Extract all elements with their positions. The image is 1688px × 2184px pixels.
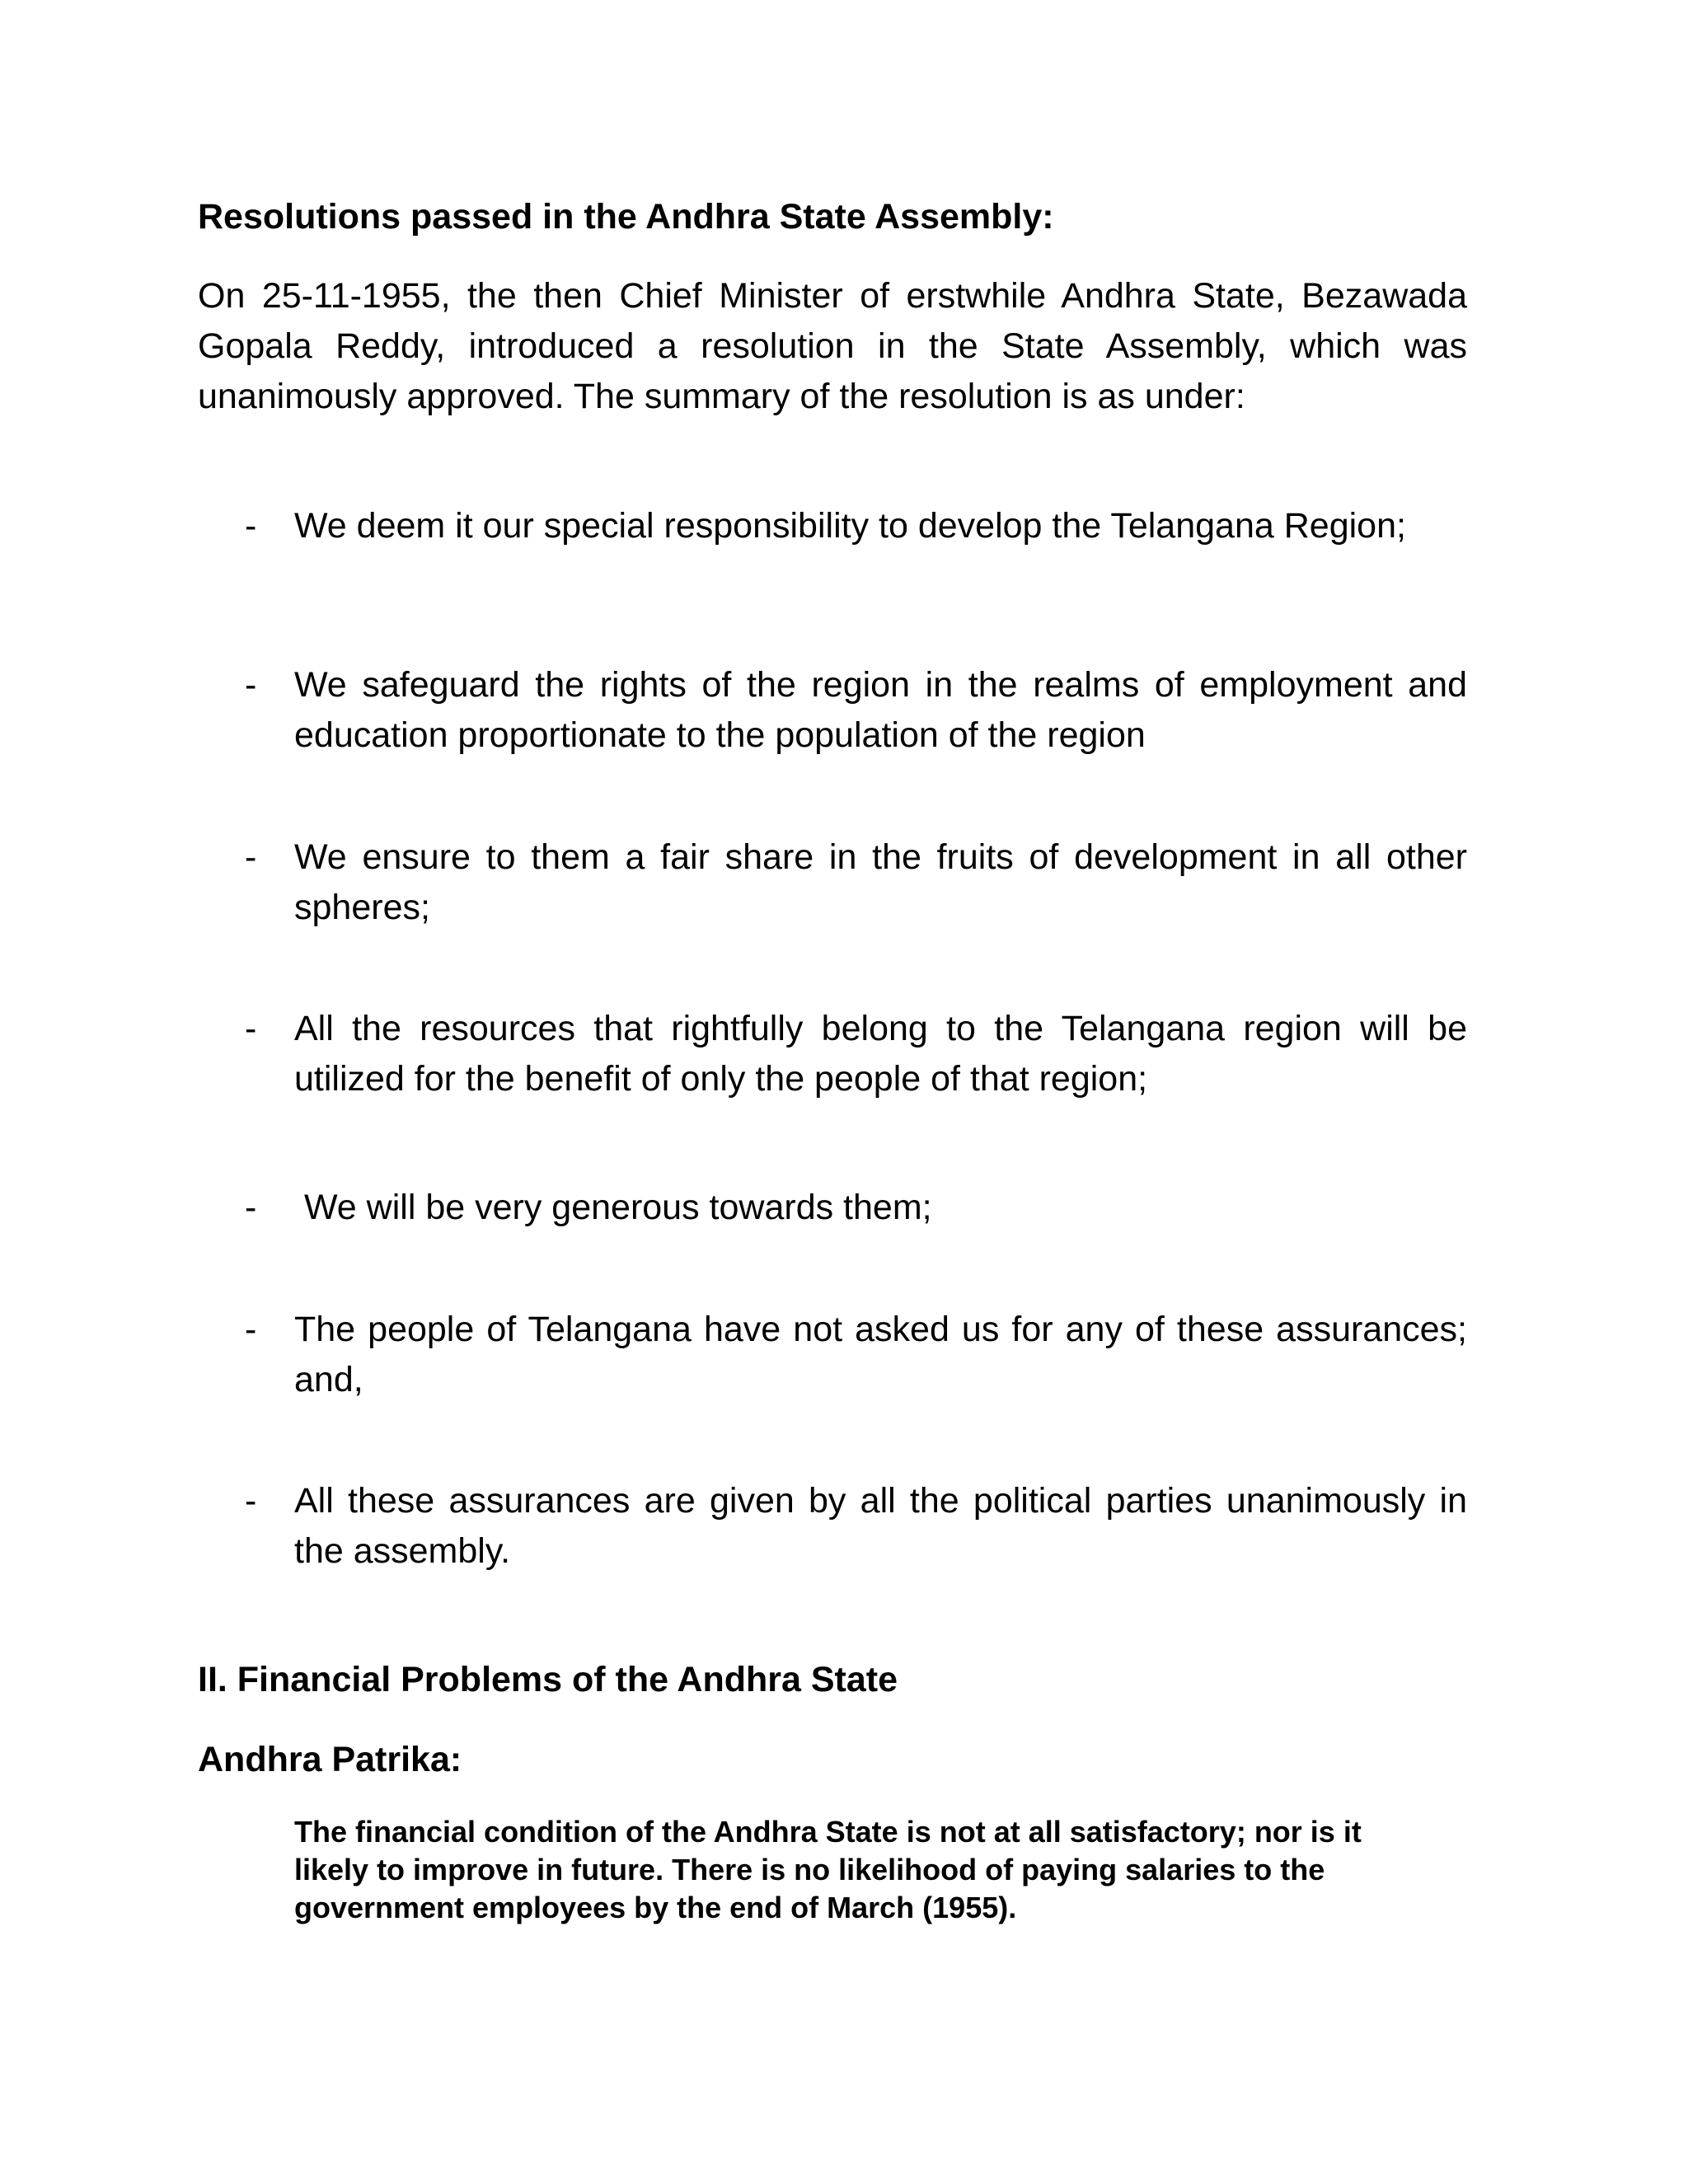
- intro-paragraph: On 25-11-1955, the then Chief Minister of erstwhile Andhra State, Bezawada Gopala Reddy, introduced a resolution in the State Assembly, which was unanimously approved. The summary of the resolution is as under:: [198, 276, 1467, 416]
- bullet-text: We ensure to them a fair share in the fruits of development in all other spheres;: [294, 837, 1467, 927]
- bullet-text: We will be very generous towards them;: [304, 1188, 932, 1227]
- bullet-marker: -: [245, 837, 257, 877]
- bullet-marker: -: [245, 1188, 257, 1227]
- source-heading: Andhra Patrika:: [198, 1740, 462, 1779]
- bullet-marker: -: [245, 665, 257, 705]
- bullet-text: All these assurances are given by all the political parties unanimously in the assembly.: [294, 1481, 1467, 1571]
- bullet-marker: -: [245, 1009, 257, 1048]
- bullet-marker: -: [245, 1310, 257, 1349]
- bullet-text: We deem it our special responsibility to develop the Telangana Region;: [294, 506, 1406, 546]
- bullet-text: The people of Telangana have not asked us for any of these assurances; and,: [294, 1310, 1467, 1399]
- bullet-text: We safeguard the rights of the region in the realms of employment and education proportionate to the population of the region: [294, 665, 1467, 755]
- resolutions-heading: Resolutions passed in the Andhra State Assembly:: [198, 197, 1054, 237]
- block-quote: The financial condition of the Andhra State is not at all satisfactory; nor is it likely to improve in future. There is no likelihood of paying salaries to the government employees by the end of March (1955).: [294, 1815, 1362, 1924]
- bullet-marker: -: [245, 1481, 257, 1521]
- section-heading: II. Financial Problems of the Andhra State: [198, 1660, 898, 1699]
- bullet-text: All the resources that rightfully belong to the Telangana region will be utilized for the benefit of only the people of that region;: [294, 1009, 1467, 1099]
- bullet-marker: -: [245, 506, 257, 546]
